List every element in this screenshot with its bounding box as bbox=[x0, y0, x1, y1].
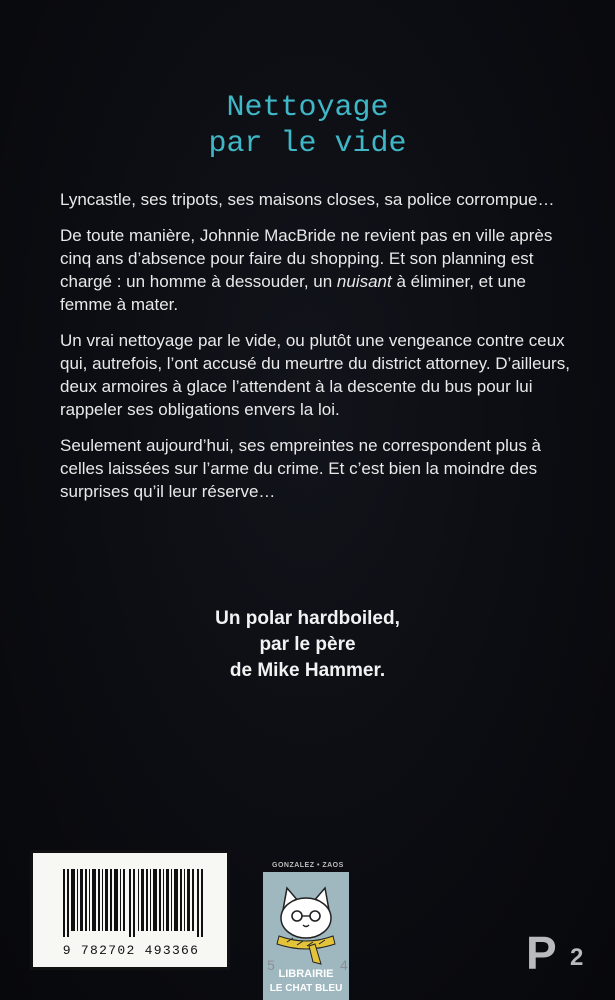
hidden-code-right: 4 bbox=[340, 957, 348, 973]
tagline-line-1: Un polar hardboiled, bbox=[215, 608, 400, 629]
blurb-paragraph-4: Seulement aujourd’hui, ses empreintes ne correspondent plus à celles laissées sur l’arme du crime. Et c’est bien la moindre des surprises qu’il leur réserve… bbox=[60, 436, 542, 501]
tagline bbox=[0, 606, 615, 684]
blurb-paragraph-1: Lyncastle, ses tripots, ses maisons closes, sa police corrompue… bbox=[60, 190, 555, 209]
series-logo-number: 2 bbox=[570, 944, 584, 971]
barcode bbox=[30, 850, 230, 970]
series-logo-letter: P bbox=[526, 927, 557, 979]
isbn-digits: 9 782702 493366 bbox=[62, 943, 200, 958]
blurb bbox=[60, 188, 570, 516]
sticker-line-2: LE CHAT BLEU bbox=[269, 983, 343, 994]
book-title-line-1: Nettoyage bbox=[226, 91, 389, 125]
tagline-line-3: de Mike Hammer. bbox=[229, 660, 386, 681]
book-title-line-2: par le vide bbox=[208, 127, 407, 161]
cat-icon bbox=[263, 872, 349, 968]
tagline-line-2: par le père bbox=[259, 634, 356, 655]
blurb-paragraph-3: Un vrai nettoyage par le vide, ou plutôt une vengeance contre ceux qui, autrefois, l’ont accusé du meurtre du district attorney. D’ailleurs, deux armoires à glace l’attendent à la descente du bus pour lui rappeler ses obligations envers la loi. bbox=[60, 331, 570, 419]
barcode-bars bbox=[63, 869, 205, 937]
sticker-line-1: LIBRAIRIE bbox=[278, 968, 334, 980]
publisher-credit: GONZALEZ • ZAOS bbox=[272, 862, 344, 869]
blurb-paragraph-2: De toute manière, Johnnie MacBride ne revient pas en ville après cinq ans d’absence pour faire du shopping. Et son planning est chargé : un homme à dessouder, un nuisant à éliminer, et une femme à mater. bbox=[60, 226, 553, 314]
hidden-code-left: 5 bbox=[267, 957, 275, 973]
bookshop-sticker bbox=[263, 872, 349, 1000]
